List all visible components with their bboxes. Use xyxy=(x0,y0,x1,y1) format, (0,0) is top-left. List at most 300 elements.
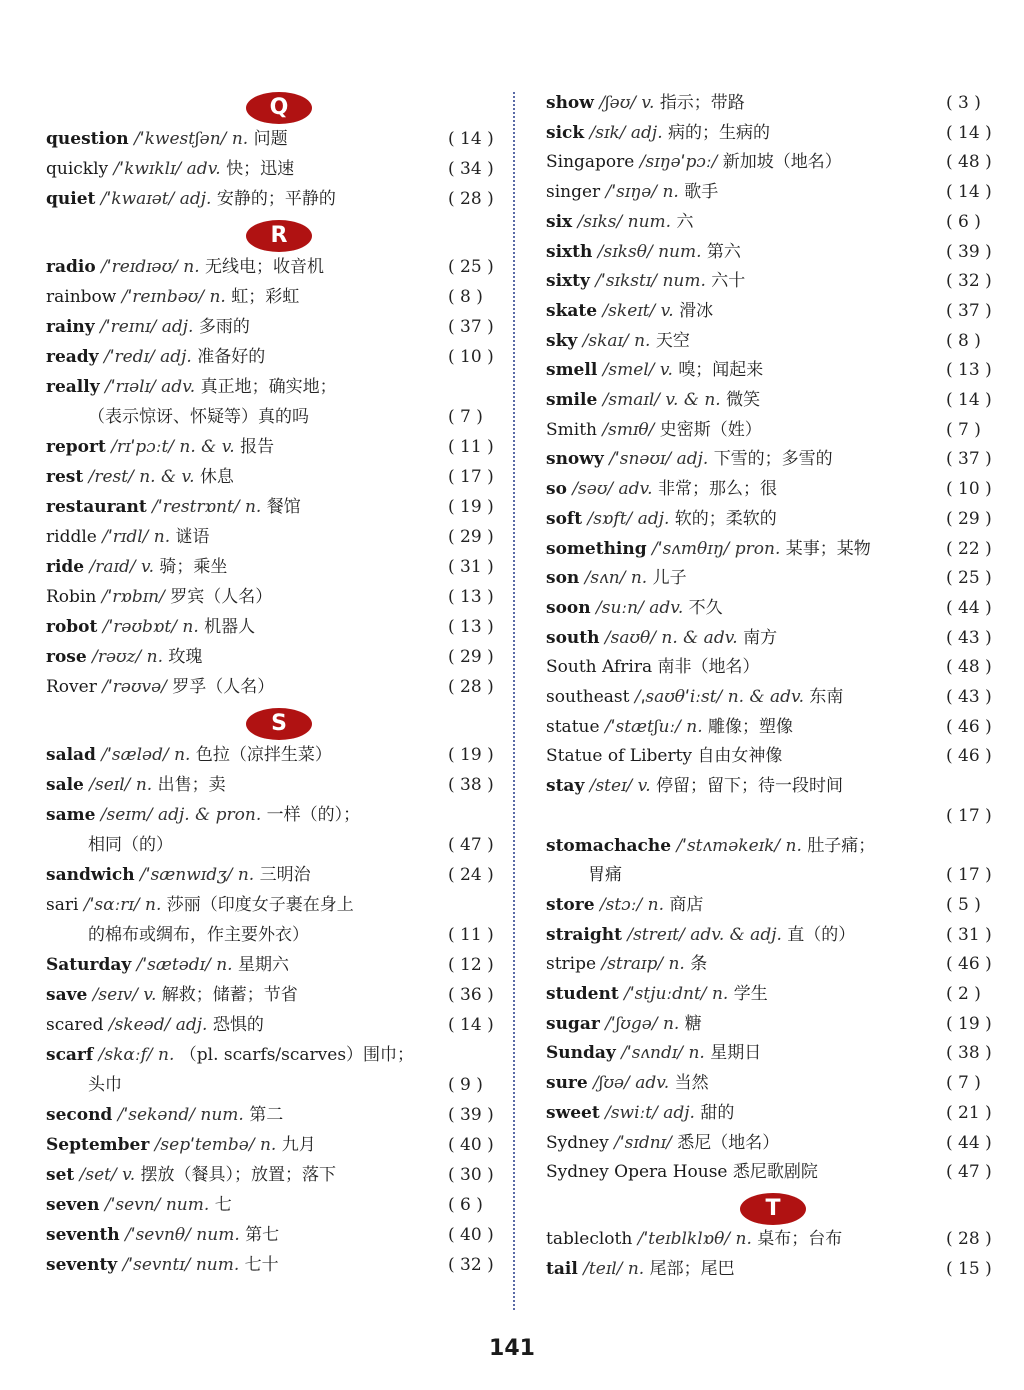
part-of-speech: adj. xyxy=(663,1102,695,1123)
meaning: 快；迅速 xyxy=(226,159,295,179)
meaning: 九月 xyxy=(281,1135,316,1155)
headword: September xyxy=(46,1135,150,1155)
part-of-speech: num. xyxy=(195,1255,240,1275)
phonetic: /rɪˈpɔːt/ xyxy=(111,437,174,457)
lesson-ref: ( 38 ) xyxy=(946,1043,992,1064)
headword: soon xyxy=(546,597,591,618)
lesson-ref: ( 13 ) xyxy=(946,360,992,381)
phonetic: /ˈkwaɪət/ xyxy=(100,189,175,209)
headword: student xyxy=(546,984,619,1004)
meaning: 直（的） xyxy=(787,924,856,945)
part-of-speech: n. xyxy=(145,895,162,915)
dictionary-entry xyxy=(546,538,871,560)
lesson-ref: ( 44 ) xyxy=(946,1132,992,1153)
dictionary-entry xyxy=(46,466,234,488)
meaning: 悉尼歌剧院 xyxy=(732,1162,818,1183)
part-of-speech: n. & adv. xyxy=(661,627,738,648)
headword: sari xyxy=(46,895,79,915)
headword: sugar xyxy=(546,1013,600,1034)
meaning: 病的；生病的 xyxy=(668,122,771,143)
phonetic: /rəʊz/ xyxy=(92,647,142,667)
phonetic: /skeɪt/ xyxy=(602,300,656,321)
lesson-ref: ( 40 ) xyxy=(448,1135,494,1155)
headword: quiet xyxy=(46,189,96,209)
dictionary-entry xyxy=(46,1224,279,1246)
entry-continuation: 头巾 xyxy=(88,1075,122,1095)
part-of-speech: n. xyxy=(209,287,226,307)
dictionary-entry xyxy=(46,774,226,796)
phonetic: /ˈstjuːdnt/ xyxy=(624,984,707,1004)
meaning: 商店 xyxy=(669,894,704,915)
lesson-ref: ( 25 ) xyxy=(448,257,494,277)
meaning: 餐馆 xyxy=(266,497,301,517)
dictionary-entry xyxy=(46,1104,283,1126)
part-of-speech: v. xyxy=(122,1165,136,1185)
part-of-speech: num. xyxy=(627,211,672,232)
part-of-speech: v. xyxy=(637,776,651,797)
dictionary-entry xyxy=(46,436,274,458)
meaning: 虹；彩虹 xyxy=(231,287,300,307)
phonetic: /sɪksθ/ xyxy=(597,241,653,262)
meaning: 七 xyxy=(214,1195,232,1215)
meaning: 儿子 xyxy=(652,568,687,589)
phonetic: /swiːt/ xyxy=(605,1102,658,1123)
dictionary-entry xyxy=(546,270,745,292)
lesson-ref: ( 8 ) xyxy=(946,330,981,351)
dictionary-entry xyxy=(546,775,843,797)
lesson-ref: ( 34 ) xyxy=(448,159,494,179)
dictionary-entry xyxy=(546,1228,842,1250)
headword: stripe xyxy=(546,954,597,975)
dictionary-entry xyxy=(546,478,777,500)
phonetic: /smaɪl/ xyxy=(602,390,661,410)
lesson-ref: ( 14 ) xyxy=(946,182,992,203)
meaning: 嗅；闻起来 xyxy=(678,360,764,381)
meaning: 恐惧的 xyxy=(212,1015,264,1035)
meaning: 出售；卖 xyxy=(157,775,226,795)
dictionary-entry xyxy=(546,1258,735,1280)
phonetic: /seɪl/ xyxy=(89,775,131,795)
dictionary-entry xyxy=(546,389,760,411)
dictionary-entry xyxy=(46,1194,232,1216)
meaning: 天空 xyxy=(655,330,690,351)
meaning: 肚子痛； xyxy=(807,835,876,856)
meaning: 第七 xyxy=(245,1225,280,1245)
part-of-speech: adv. xyxy=(635,1073,670,1094)
phonetic: /ˈrəʊbɒt/ xyxy=(102,617,177,637)
dictionary-entry xyxy=(46,804,360,826)
part-of-speech: n. xyxy=(237,865,255,885)
headword: report xyxy=(46,437,106,457)
phonetic: /ˈreɪdɪəʊ/ xyxy=(101,257,178,277)
dictionary-entry xyxy=(46,286,299,308)
dictionary-entry xyxy=(46,256,324,278)
headword: rainy xyxy=(46,317,95,337)
dictionary-entry xyxy=(46,1134,316,1156)
part-of-speech: n. xyxy=(735,1228,752,1249)
phonetic: /skɑːf/ xyxy=(98,1045,153,1065)
dictionary-entry xyxy=(546,359,763,381)
meaning: 六 xyxy=(676,211,694,232)
meaning: 歌手 xyxy=(684,182,719,203)
headword: sweet xyxy=(546,1102,600,1123)
lesson-ref: ( 46 ) xyxy=(946,746,992,767)
phonetic: /ˈsevntɪ/ xyxy=(122,1255,191,1275)
part-of-speech: adv. & adj. xyxy=(690,924,782,945)
phonetic: /sʌn/ xyxy=(584,568,626,589)
phonetic: /ˈʃʊgə/ xyxy=(605,1013,658,1034)
dictionary-entry xyxy=(46,188,336,210)
headword: stay xyxy=(546,776,585,797)
lesson-ref: ( 15 ) xyxy=(946,1258,992,1279)
dictionary-entry xyxy=(546,419,762,441)
phonetic: /saʊθ/ xyxy=(604,627,656,648)
lesson-ref: ( 19 ) xyxy=(448,497,494,517)
part-of-speech: n. xyxy=(259,1135,277,1155)
lesson-ref: ( 14 ) xyxy=(448,1015,494,1035)
part-of-speech: n. xyxy=(244,497,262,517)
headword: store xyxy=(546,894,595,915)
headword: restaurant xyxy=(46,497,147,517)
phonetic: /ˈsʌmθɪŋ/ xyxy=(652,538,730,559)
headword: southeast xyxy=(546,687,630,707)
column-divider xyxy=(513,92,515,1310)
lesson-ref: ( 29 ) xyxy=(448,527,494,547)
meaning: 休息 xyxy=(199,467,234,487)
lesson-ref: ( 48 ) xyxy=(946,657,992,678)
lesson-ref: ( 31 ) xyxy=(946,924,992,945)
meaning: 莎丽（印度女子裹在身上 xyxy=(166,895,354,915)
phonetic: /ˈrɪəlɪ/ xyxy=(105,377,156,397)
lesson-ref: ( 46 ) xyxy=(946,954,992,975)
phonetic: /streɪt/ xyxy=(627,924,685,945)
lesson-ref: ( 19 ) xyxy=(946,1013,992,1034)
headword: soft xyxy=(546,508,583,529)
part-of-speech: n. xyxy=(668,954,685,975)
lesson-ref: ( 17 ) xyxy=(946,865,992,886)
dictionary-entry xyxy=(46,586,272,608)
letter-badge-s: S xyxy=(246,708,312,740)
headword: Singapore xyxy=(546,152,635,173)
phonetic: /ˈsʌndɪ/ xyxy=(621,1043,684,1064)
lesson-ref: ( 37 ) xyxy=(946,300,992,321)
lesson-ref: ( 21 ) xyxy=(946,1102,992,1123)
headword: Smith xyxy=(546,419,597,440)
lesson-ref: ( 13 ) xyxy=(448,617,494,637)
part-of-speech: adv. xyxy=(186,159,221,179)
meaning: 问题 xyxy=(253,129,288,149)
part-of-speech: n. & adv. xyxy=(727,687,804,707)
dictionary-entry xyxy=(46,894,354,916)
meaning: 三明治 xyxy=(259,865,311,885)
phonetic: /ˈreɪnɪ/ xyxy=(100,317,157,337)
lesson-ref: ( 29 ) xyxy=(448,647,494,667)
lesson-ref: ( 29 ) xyxy=(946,508,992,529)
phonetic: /ˈstʌməkeɪk/ xyxy=(676,835,781,856)
part-of-speech: n. & v. xyxy=(179,437,235,457)
dictionary-entry xyxy=(46,864,311,886)
entry-continuation: 相同（的） xyxy=(88,835,173,855)
part-of-speech: n. xyxy=(662,182,679,203)
headword: something xyxy=(546,538,647,559)
headword: Sydney xyxy=(546,1132,609,1153)
part-of-speech: v. xyxy=(660,300,674,321)
phonetic: /ˈrɒbɪn/ xyxy=(101,587,165,607)
meaning: 准备好的 xyxy=(197,347,266,367)
part-of-speech: adv. xyxy=(161,377,196,397)
dictionary-entry xyxy=(46,346,265,368)
meaning: 条 xyxy=(690,954,708,975)
part-of-speech: n. xyxy=(174,745,191,765)
part-of-speech: n. xyxy=(135,775,153,795)
entry-continuation: 胃痛 xyxy=(588,865,622,886)
meaning: 七十 xyxy=(244,1255,279,1275)
lesson-ref: ( 28 ) xyxy=(448,189,494,209)
headword: scared xyxy=(46,1015,104,1035)
part-of-speech: n. xyxy=(647,894,664,915)
dictionary-entry xyxy=(546,300,713,322)
headword: Sunday xyxy=(546,1043,616,1064)
phonetic: /set/ xyxy=(79,1165,117,1185)
headword: snowy xyxy=(546,449,604,470)
part-of-speech: n. xyxy=(634,330,651,351)
part-of-speech: num. xyxy=(200,1105,244,1125)
part-of-speech: num. xyxy=(196,1225,240,1245)
phonetic: /sɒft/ xyxy=(587,508,633,529)
part-of-speech: n. xyxy=(686,716,703,737)
dictionary-entry xyxy=(546,1072,709,1094)
lesson-ref: ( 3 ) xyxy=(946,93,981,113)
part-of-speech: n. xyxy=(785,835,802,856)
phonetic: /straɪp/ xyxy=(601,954,664,975)
headword: seventy xyxy=(46,1255,118,1275)
dictionary-entry xyxy=(546,330,690,352)
headword: smell xyxy=(546,360,598,381)
dictionary-entry xyxy=(46,954,289,976)
meaning: 东南 xyxy=(809,687,844,707)
lesson-ref: ( 39 ) xyxy=(946,241,992,262)
phonetic: /rest/ xyxy=(88,467,134,487)
meaning: 安静的；平静的 xyxy=(216,189,336,209)
part-of-speech: v. xyxy=(659,360,673,381)
meaning: 下雪的；多雪的 xyxy=(713,449,833,470)
headword: so xyxy=(546,479,567,500)
lesson-ref: ( 24 ) xyxy=(448,865,494,885)
dictionary-entry xyxy=(546,448,833,470)
lesson-ref: ( 7 ) xyxy=(946,1073,981,1094)
phonetic: /ˈreɪnbəʊ/ xyxy=(121,287,205,307)
meaning: 真正地；确实地； xyxy=(200,377,337,397)
phonetic: /ˈrəʊvə/ xyxy=(102,677,167,697)
part-of-speech: adj. xyxy=(637,508,670,529)
meaning: 当然 xyxy=(674,1073,709,1094)
headword: singer xyxy=(546,182,601,203)
lesson-ref: ( 7 ) xyxy=(946,419,981,440)
phonetic: /səʊ/ xyxy=(572,479,614,500)
lesson-ref: ( 28 ) xyxy=(448,677,494,697)
letter-badge-t: T xyxy=(740,1193,806,1225)
part-of-speech: adj. xyxy=(160,347,192,367)
phonetic: /smel/ xyxy=(602,360,655,381)
lesson-ref: ( 19 ) xyxy=(448,745,494,765)
lesson-ref: ( 47 ) xyxy=(946,1162,992,1183)
lesson-ref: ( 37 ) xyxy=(946,449,992,470)
headword: really xyxy=(46,377,100,397)
phonetic: /ʃəʊ/ xyxy=(599,93,636,113)
meaning: 史密斯（姓） xyxy=(659,419,762,440)
headword: tail xyxy=(546,1258,578,1279)
dictionary-entry xyxy=(546,1132,779,1154)
lesson-ref: ( 30 ) xyxy=(448,1165,494,1185)
headword: South Afrira xyxy=(546,657,653,678)
phonetic: /ˈteɪblklɒθ/ xyxy=(637,1228,731,1249)
meaning: 六十 xyxy=(711,271,746,292)
headword: Sydney Opera House xyxy=(546,1162,728,1183)
meaning: 星期日 xyxy=(710,1043,762,1064)
lesson-ref: ( 5 ) xyxy=(946,894,981,915)
part-of-speech: n. xyxy=(231,129,249,149)
lesson-ref: ( 32 ) xyxy=(448,1255,494,1275)
headword: save xyxy=(46,985,88,1005)
entry-continuation: （表示惊讶、怀疑等）真的吗 xyxy=(88,407,309,427)
headword: show xyxy=(546,93,594,113)
dictionary-entry xyxy=(546,122,770,144)
lesson-ref: ( 10 ) xyxy=(448,347,494,367)
meaning: 停留；留下；待一段时间 xyxy=(656,776,844,797)
headword: straight xyxy=(546,924,622,945)
phonetic: /ˈsɪŋə/ xyxy=(605,182,658,203)
headword: ride xyxy=(46,557,85,577)
lesson-ref: ( 17 ) xyxy=(448,467,494,487)
lesson-ref: ( 17 ) xyxy=(946,805,992,826)
phonetic: /skaɪ/ xyxy=(582,330,629,351)
dictionary-entry xyxy=(46,1044,414,1066)
dictionary-entry xyxy=(546,686,843,708)
headword: seventh xyxy=(46,1225,120,1245)
phonetic: /ʃʊə/ xyxy=(593,1073,630,1094)
dictionary-entry xyxy=(46,676,274,698)
headword: tablecloth xyxy=(546,1228,633,1249)
meaning: 机器人 xyxy=(204,617,256,637)
part-of-speech: n. xyxy=(158,1045,175,1065)
headword: radio xyxy=(46,257,96,277)
dictionary-entry xyxy=(546,835,875,857)
phonetic: /ˈkwestʃən/ xyxy=(134,129,227,149)
meaning: 滑冰 xyxy=(679,300,714,321)
phonetic: /ˈkwɪklɪ/ xyxy=(113,159,182,179)
dictionary-entry xyxy=(46,556,227,578)
meaning: 悉尼（地名） xyxy=(677,1132,780,1153)
lesson-ref: ( 14 ) xyxy=(946,122,992,143)
dictionary-entry xyxy=(546,627,777,649)
lesson-ref: ( 2 ) xyxy=(946,984,981,1004)
headword: rest xyxy=(46,467,84,487)
part-of-speech: n. xyxy=(688,1043,705,1064)
dictionary-entry xyxy=(546,716,793,738)
dictionary-entry xyxy=(46,1014,264,1036)
dictionary-entry xyxy=(46,616,255,638)
meaning: 南方 xyxy=(743,627,778,648)
phonetic: /ˈsætədɪ/ xyxy=(136,955,211,975)
headword: sure xyxy=(546,1073,588,1094)
headword: sixty xyxy=(546,271,590,292)
phonetic: /sɪŋəˈpɔː/ xyxy=(639,152,718,173)
headword: Saturday xyxy=(46,955,132,975)
meaning: 不久 xyxy=(688,597,723,618)
dictionary-entry xyxy=(546,924,855,946)
meaning: 指示；带路 xyxy=(659,93,745,113)
phonetic: /sɪk/ xyxy=(589,122,626,143)
meaning: 摆放（餐具）；放置；落下 xyxy=(140,1165,337,1185)
dictionary-entry xyxy=(46,376,337,398)
lesson-ref: ( 12 ) xyxy=(448,955,494,975)
dictionary-entry xyxy=(546,1161,818,1183)
dictionary-entry xyxy=(546,745,782,767)
lesson-ref: ( 40 ) xyxy=(448,1225,494,1245)
lesson-ref: ( 47 ) xyxy=(448,835,494,855)
meaning: 微笑 xyxy=(726,390,761,410)
part-of-speech: pron. xyxy=(734,538,781,559)
dictionary-entry xyxy=(546,508,777,530)
phonetic: /ˈsænwɪdʒ/ xyxy=(140,865,233,885)
meaning: 第六 xyxy=(706,241,741,262)
part-of-speech: n. xyxy=(216,955,233,975)
lesson-ref: ( 31 ) xyxy=(448,557,494,577)
headword: rainbow xyxy=(46,287,117,307)
headword: son xyxy=(546,568,580,589)
part-of-speech: adj. xyxy=(676,449,709,470)
headword: Robin xyxy=(46,587,97,607)
part-of-speech: v. & n. xyxy=(665,390,721,410)
part-of-speech: adv. xyxy=(618,479,653,500)
part-of-speech: num. xyxy=(165,1195,210,1215)
part-of-speech: n. & v. xyxy=(139,467,195,487)
headword: seven xyxy=(46,1195,100,1215)
phonetic: /ˈsɪkstɪ/ xyxy=(595,271,658,292)
lesson-ref: ( 39 ) xyxy=(448,1105,494,1125)
headword: sky xyxy=(546,330,578,351)
lesson-ref: ( 36 ) xyxy=(448,985,494,1005)
headword: Rover xyxy=(46,677,97,697)
part-of-speech: n. xyxy=(183,257,200,277)
lesson-ref: ( 43 ) xyxy=(946,687,992,707)
phonetic: /ˈsevn/ xyxy=(104,1195,161,1215)
meaning: 桌布；台布 xyxy=(757,1228,843,1249)
phonetic: /sepˈtembə/ xyxy=(154,1135,255,1155)
part-of-speech: v. xyxy=(641,93,655,113)
lesson-ref: ( 44 ) xyxy=(946,597,992,618)
meaning: 色拉（凉拌生菜） xyxy=(195,745,332,765)
letter-badge-q: Q xyxy=(246,92,312,124)
headword: sandwich xyxy=(46,865,135,885)
headword: south xyxy=(546,627,600,648)
headword: scarf xyxy=(46,1045,94,1065)
phonetic: /seɪv/ xyxy=(92,985,138,1005)
lesson-ref: ( 11 ) xyxy=(448,437,494,457)
meaning: 无线电；收音机 xyxy=(205,257,325,277)
dictionary-entry xyxy=(546,211,693,233)
phonetic: /ˈstætʃuː/ xyxy=(604,716,681,737)
part-of-speech: n. xyxy=(627,1258,645,1279)
phonetic: /ˌsaʊθˈiːst/ xyxy=(634,687,723,707)
part-of-speech: adj. & pron. xyxy=(158,805,262,825)
lesson-ref: ( 11 ) xyxy=(448,925,494,945)
dictionary-entry xyxy=(546,656,760,678)
dictionary-entry xyxy=(546,567,687,589)
dictionary-entry xyxy=(46,496,301,518)
meaning: 骑；乘坐 xyxy=(159,557,228,577)
meaning: 第二 xyxy=(249,1105,284,1125)
